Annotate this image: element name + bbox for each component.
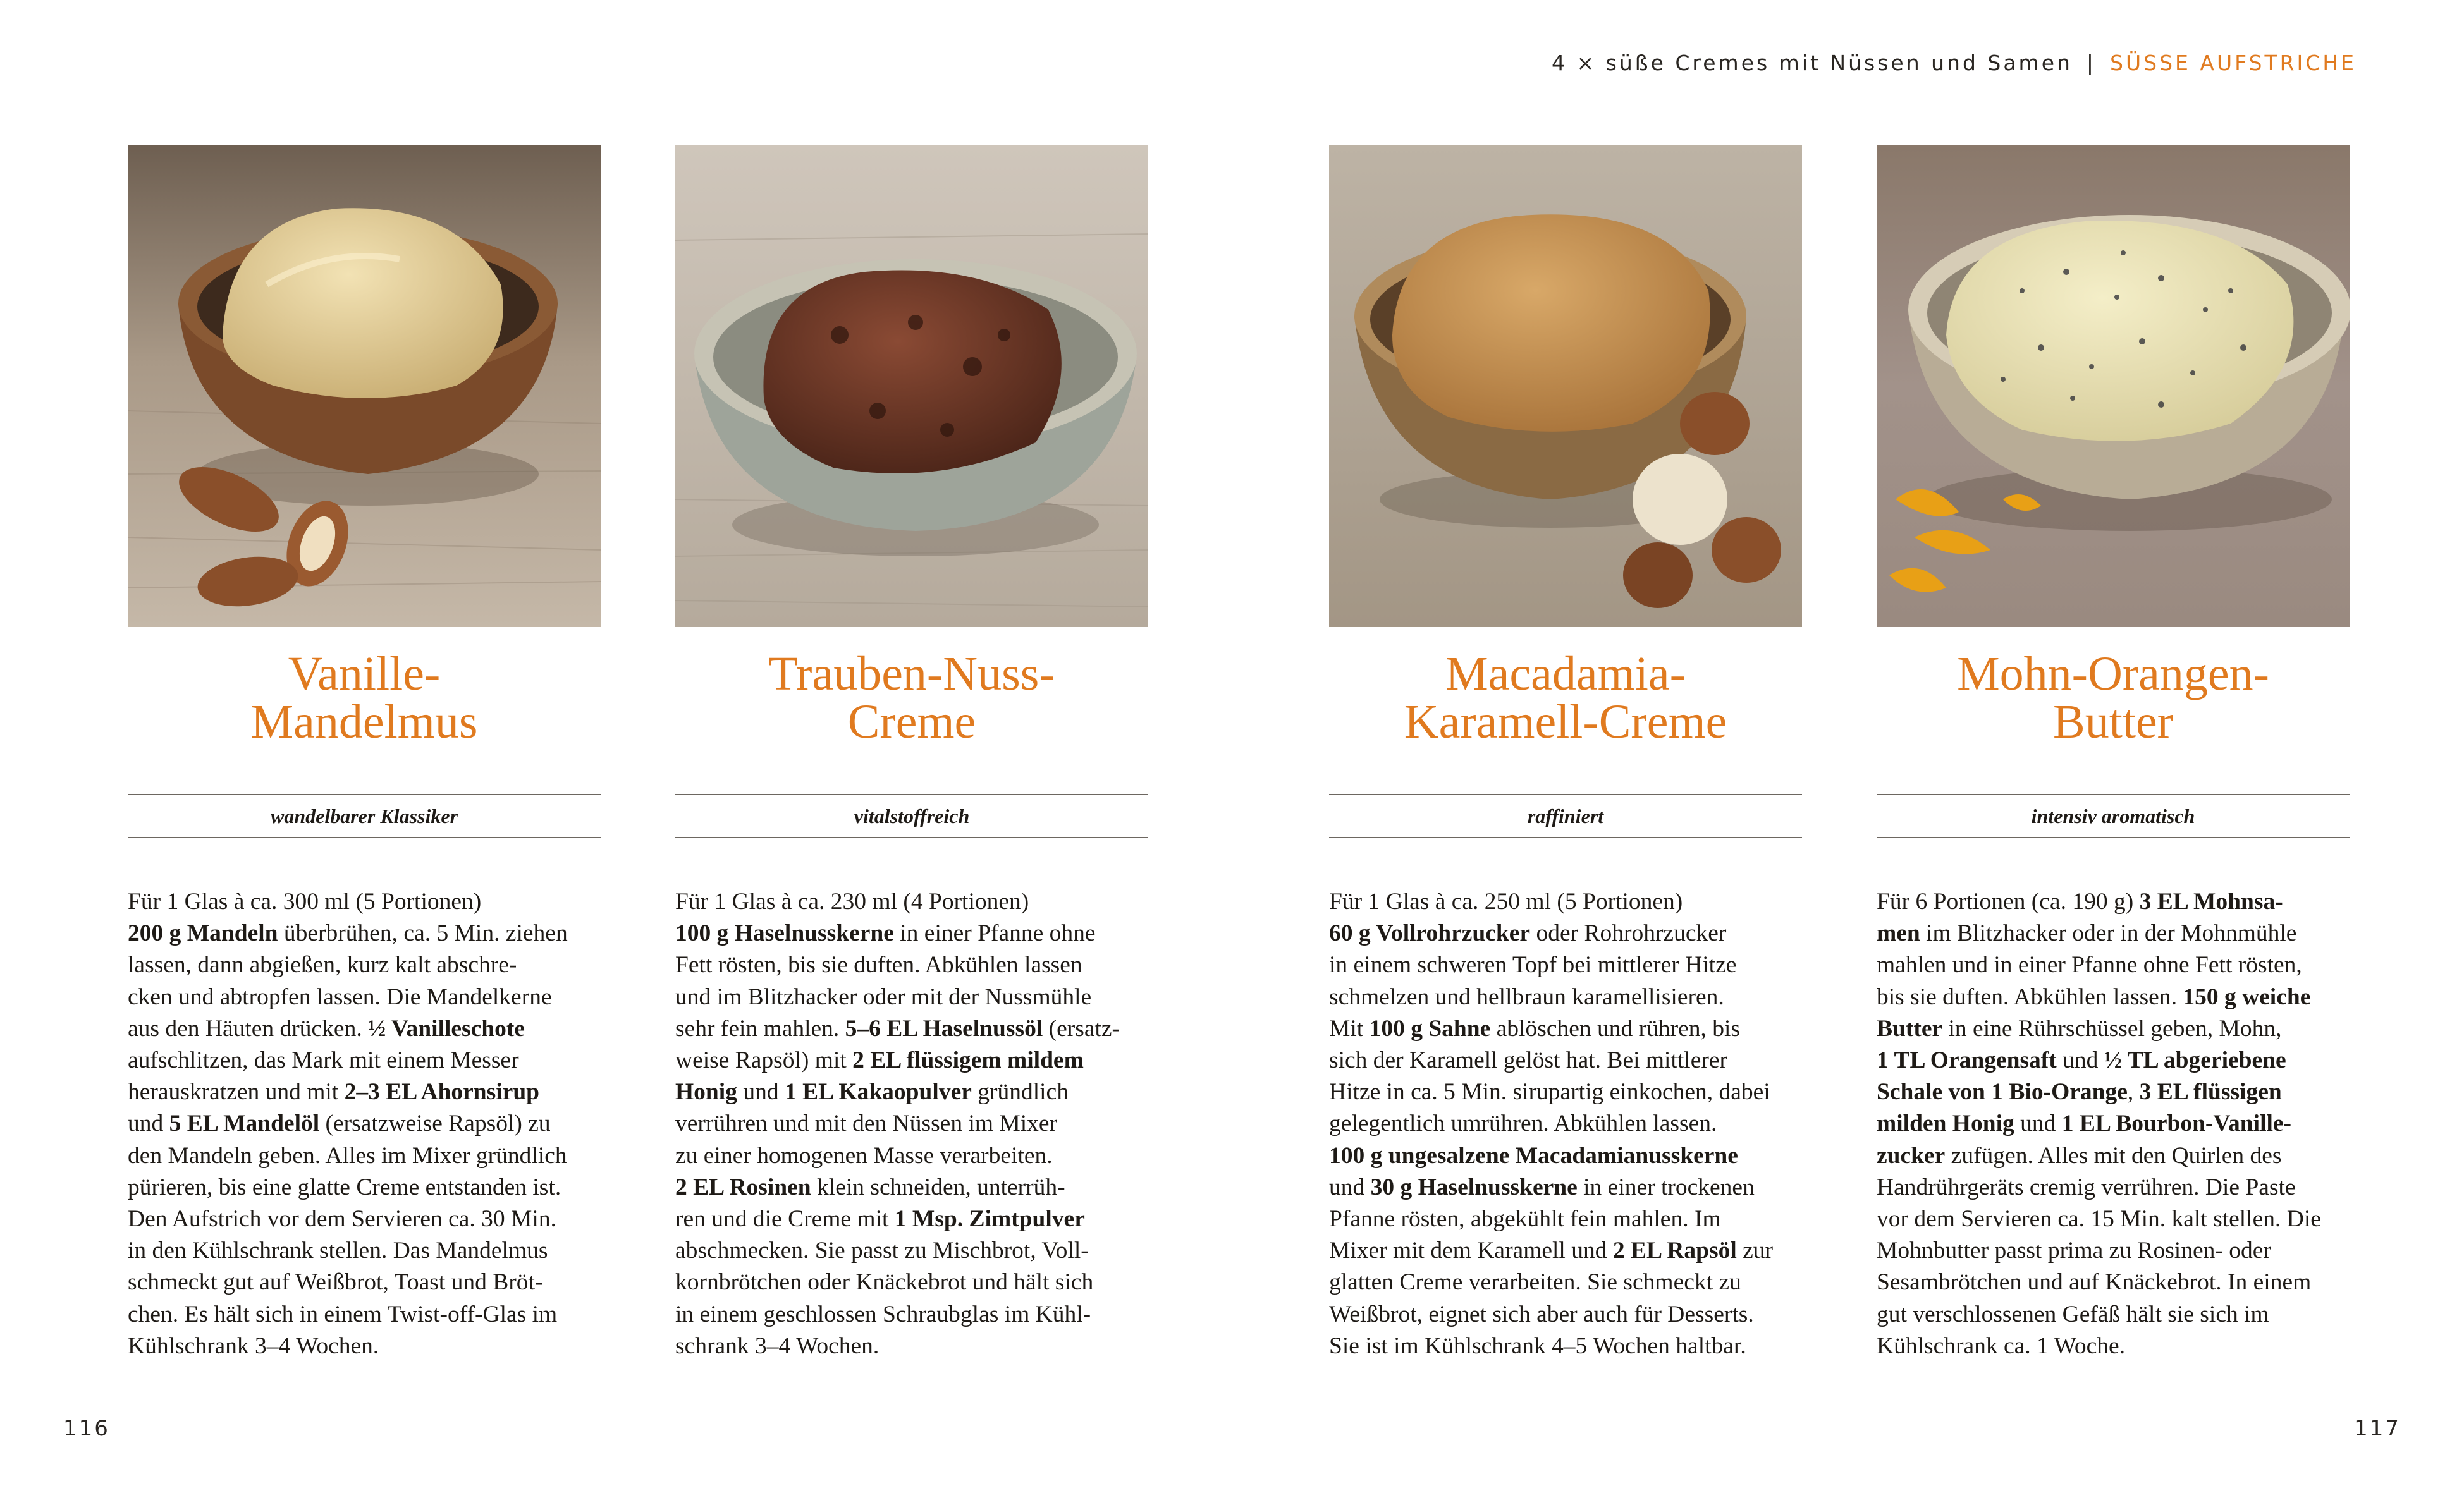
- recipe-vanille-mandelmus: [128, 145, 601, 1362]
- recipe-text-line: schmelzen und hellbraun karamellisieren.: [1329, 984, 1724, 1010]
- recipe-photo: [128, 145, 601, 627]
- recipe-text-line: 100 g ungesalzene Macadamianusskerne: [1329, 1142, 1738, 1169]
- recipe-text-line: cken und abtropfen lassen. Die Mandelkerne: [128, 984, 552, 1010]
- recipe-text-line: sehr fein mahlen. 5–6 EL Haselnussöl (ersatz-: [675, 1015, 1120, 1042]
- page-number-right: 117: [2354, 1416, 2401, 1441]
- recipe-text-line: weise Rapsöl) mit 2 EL flüssigem mildem: [675, 1047, 1084, 1074]
- recipe-tagline: intensiv aromatisch: [1877, 794, 2350, 838]
- recipe-text-line: lassen, dann abgießen, kurz kalt abschre-: [128, 952, 517, 978]
- recipe-text-line: aus den Häuten drücken. ½ Vanilleschote: [128, 1015, 525, 1042]
- almond-cream-bowl-illustration: [128, 145, 601, 627]
- recipe-text-line: Für 1 Glas à ca. 230 ml (4 Portionen): [675, 889, 1029, 915]
- recipe-text: [1877, 886, 2350, 1362]
- recipe-text-line: glatten Creme verarbeiten. Sie schmeckt zu: [1329, 1269, 1741, 1296]
- recipe-text-line: Mohnbutter passt prima zu Rosinen- oder: [1877, 1238, 2271, 1264]
- recipe-text-line: Schale von 1 Bio-Orange, 3 EL flüssigen: [1877, 1079, 2282, 1106]
- recipe-text-line: 60 g Vollrohrzucker oder Rohrohrzucker: [1329, 920, 1727, 947]
- recipe-tagline: wandelbarer Klassiker: [128, 794, 601, 838]
- section-title: SÜSSE AUFSTRICHE: [2110, 51, 2357, 75]
- recipe-text-line: sich der Karamell gelöst hat. Bei mittlerer: [1329, 1047, 1727, 1074]
- recipe-text-line: den Mandeln geben. Alles im Mixer gründlich: [128, 1142, 567, 1169]
- recipe-text-line: abschmecken. Sie passt zu Mischbrot, Voll-: [675, 1238, 1089, 1264]
- recipe-text-line: schmeckt gut auf Weißbrot, Toast und Bröt-: [128, 1269, 543, 1296]
- recipe-text-line: 100 g Haselnusskerne in einer Pfanne ohne: [675, 920, 1096, 947]
- recipe-text-line: 1 TL Orangensaft und ½ TL abgeriebene: [1877, 1047, 2286, 1074]
- recipe-text-line: Butter in eine Rührschüssel geben, Mohn,: [1877, 1015, 2282, 1042]
- recipe-text-line: Pfanne rösten, abgekühlt fein mahlen. Im: [1329, 1206, 1721, 1233]
- header-separator: |: [2086, 51, 2097, 75]
- recipe-text-line: Den Aufstrich vor dem Servieren ca. 30 Min.: [128, 1206, 556, 1233]
- recipe-text-line: Mixer mit dem Karamell und 2 EL Rapsöl zur: [1329, 1238, 1774, 1264]
- recipe-text-line: in einem geschlossen Schraubglas im Kühl-: [675, 1301, 1091, 1327]
- recipe-text-line: Honig und 1 EL Kakaopulver gründlich: [675, 1079, 1069, 1106]
- recipe-text-line: Kühlschrank ca. 1 Woche.: [1877, 1332, 2126, 1359]
- recipe-text-line: Für 6 Portionen (ca. 190 g) 3 EL Mohnsa-: [1877, 889, 2283, 915]
- recipe-text-line: herauskratzen und mit 2–3 EL Ahornsirup: [128, 1079, 540, 1106]
- recipe-text-line: Sie ist im Kühlschrank 4–5 Wochen haltbar.: [1329, 1332, 1746, 1359]
- grape-nut-cream-bowl-illustration: [675, 145, 1148, 627]
- recipe-text-line: verrühren und mit den Nüssen im Mixer: [675, 1111, 1058, 1137]
- recipe-text-line: Weißbrot, eignet sich aber auch für Desserts.: [1329, 1301, 1754, 1327]
- recipe-photo: [1877, 145, 2350, 627]
- recipe-text-line: und im Blitzhacker oder mit der Nussmühle: [675, 984, 1092, 1010]
- recipe-title: Vanille- Mandelmus: [250, 647, 478, 748]
- recipe-text-line: Kühlschrank 3–4 Wochen.: [128, 1332, 379, 1359]
- recipe-text-line: mahlen und in einer Pfanne ohne Fett rösten,: [1877, 952, 2302, 978]
- recipe-text-line: pürieren, bis eine glatte Creme entstanden ist.: [128, 1174, 561, 1200]
- recipe-text-line: gelegentlich umrühren. Abkühlen lassen.: [1329, 1111, 1717, 1137]
- recipe-text: [1329, 886, 1802, 1362]
- recipe-macadamia-karamell-creme: [1329, 145, 1802, 1362]
- recipe-photo: [1329, 145, 1802, 627]
- recipe-text-line: 2 EL Rosinen klein schneiden, unterrüh-: [675, 1174, 1065, 1200]
- recipe-text-line: 200 g Mandeln überbrühen, ca. 5 Min. ziehen: [128, 920, 568, 947]
- recipe-text-line: in den Kühlschrank stellen. Das Mandelmus: [128, 1238, 548, 1264]
- recipe-text-line: ren und die Creme mit 1 Msp. Zimtpulver: [675, 1206, 1085, 1233]
- page-number-left: 116: [63, 1416, 110, 1441]
- recipe-text: [128, 886, 601, 1362]
- recipe-photo: [675, 145, 1148, 627]
- recipe-text-line: milden Honig und 1 EL Bourbon-Vanille-: [1877, 1111, 2292, 1137]
- series-title: 4 × süße Cremes mit Nüssen und Samen: [1552, 51, 2073, 75]
- recipe-text-line: und 30 g Haselnusskerne in einer trockenen: [1329, 1174, 1755, 1200]
- recipe-trauben-nuss-creme: [675, 145, 1148, 1362]
- recipe-text-line: zu einer homogenen Masse verarbeiten.: [675, 1142, 1053, 1169]
- recipe-text-line: Für 1 Glas à ca. 300 ml (5 Portionen): [128, 889, 482, 915]
- running-header: [1552, 51, 2357, 75]
- recipe-text-line: Fett rösten, bis sie duften. Abkühlen lassen: [675, 952, 1082, 978]
- recipe-text-line: Mit 100 g Sahne ablöschen und rühren, bis: [1329, 1015, 1740, 1042]
- recipe-tagline: vitalstoffreich: [675, 794, 1148, 838]
- recipe-text-line: men im Blitzhacker oder in der Mohnmühle: [1877, 920, 2297, 947]
- recipe-title: Trauben-Nuss- Creme: [768, 647, 1055, 748]
- recipe-text-line: Handrührgeräts cremig verrühren. Die Paste: [1877, 1174, 2296, 1200]
- recipe-text-line: gut verschlossenen Gefäß hält sie sich im: [1877, 1301, 2269, 1327]
- recipe-text-line: Sesambrötchen und auf Knäckebrot. In einem: [1877, 1269, 2312, 1296]
- recipe-text-line: vor dem Servieren ca. 15 Min. kalt stellen. Die: [1877, 1206, 2321, 1233]
- recipe-text: [675, 886, 1148, 1362]
- recipe-text-line: kornbrötchen oder Knäckebrot und hält sich: [675, 1269, 1094, 1296]
- recipe-text-line: zucker zufügen. Alles mit den Quirlen des: [1877, 1142, 2282, 1169]
- recipe-text-line: schrank 3–4 Wochen.: [675, 1332, 880, 1359]
- macadamia-caramel-bowl-illustration: [1329, 145, 1802, 627]
- recipe-text-line: bis sie duften. Abkühlen lassen. 150 g weiche: [1877, 984, 2311, 1010]
- recipe-text-line: aufschlitzen, das Mark mit einem Messer: [128, 1047, 519, 1074]
- recipe-text-line: in einem schweren Topf bei mittlerer Hitze: [1329, 952, 1737, 978]
- recipe-text-line: und 5 EL Mandelöl (ersatzweise Rapsöl) zu: [128, 1111, 551, 1137]
- recipe-text-line: Für 1 Glas à ca. 250 ml (5 Portionen): [1329, 889, 1683, 915]
- poppy-orange-butter-bowl-illustration: [1877, 145, 2350, 627]
- recipe-mohn-orangen-butter: [1877, 145, 2350, 1362]
- recipe-text-line: chen. Es hält sich in einem Twist-off-Glas im: [128, 1301, 558, 1327]
- recipe-title: Mohn-Orangen- Butter: [1957, 647, 2269, 748]
- recipe-text-line: Hitze in ca. 5 Min. sirupartig einkochen, dabei: [1329, 1079, 1770, 1106]
- recipe-title: Macadamia- Karamell-Creme: [1404, 647, 1727, 748]
- recipe-tagline: raffiniert: [1329, 794, 1802, 838]
